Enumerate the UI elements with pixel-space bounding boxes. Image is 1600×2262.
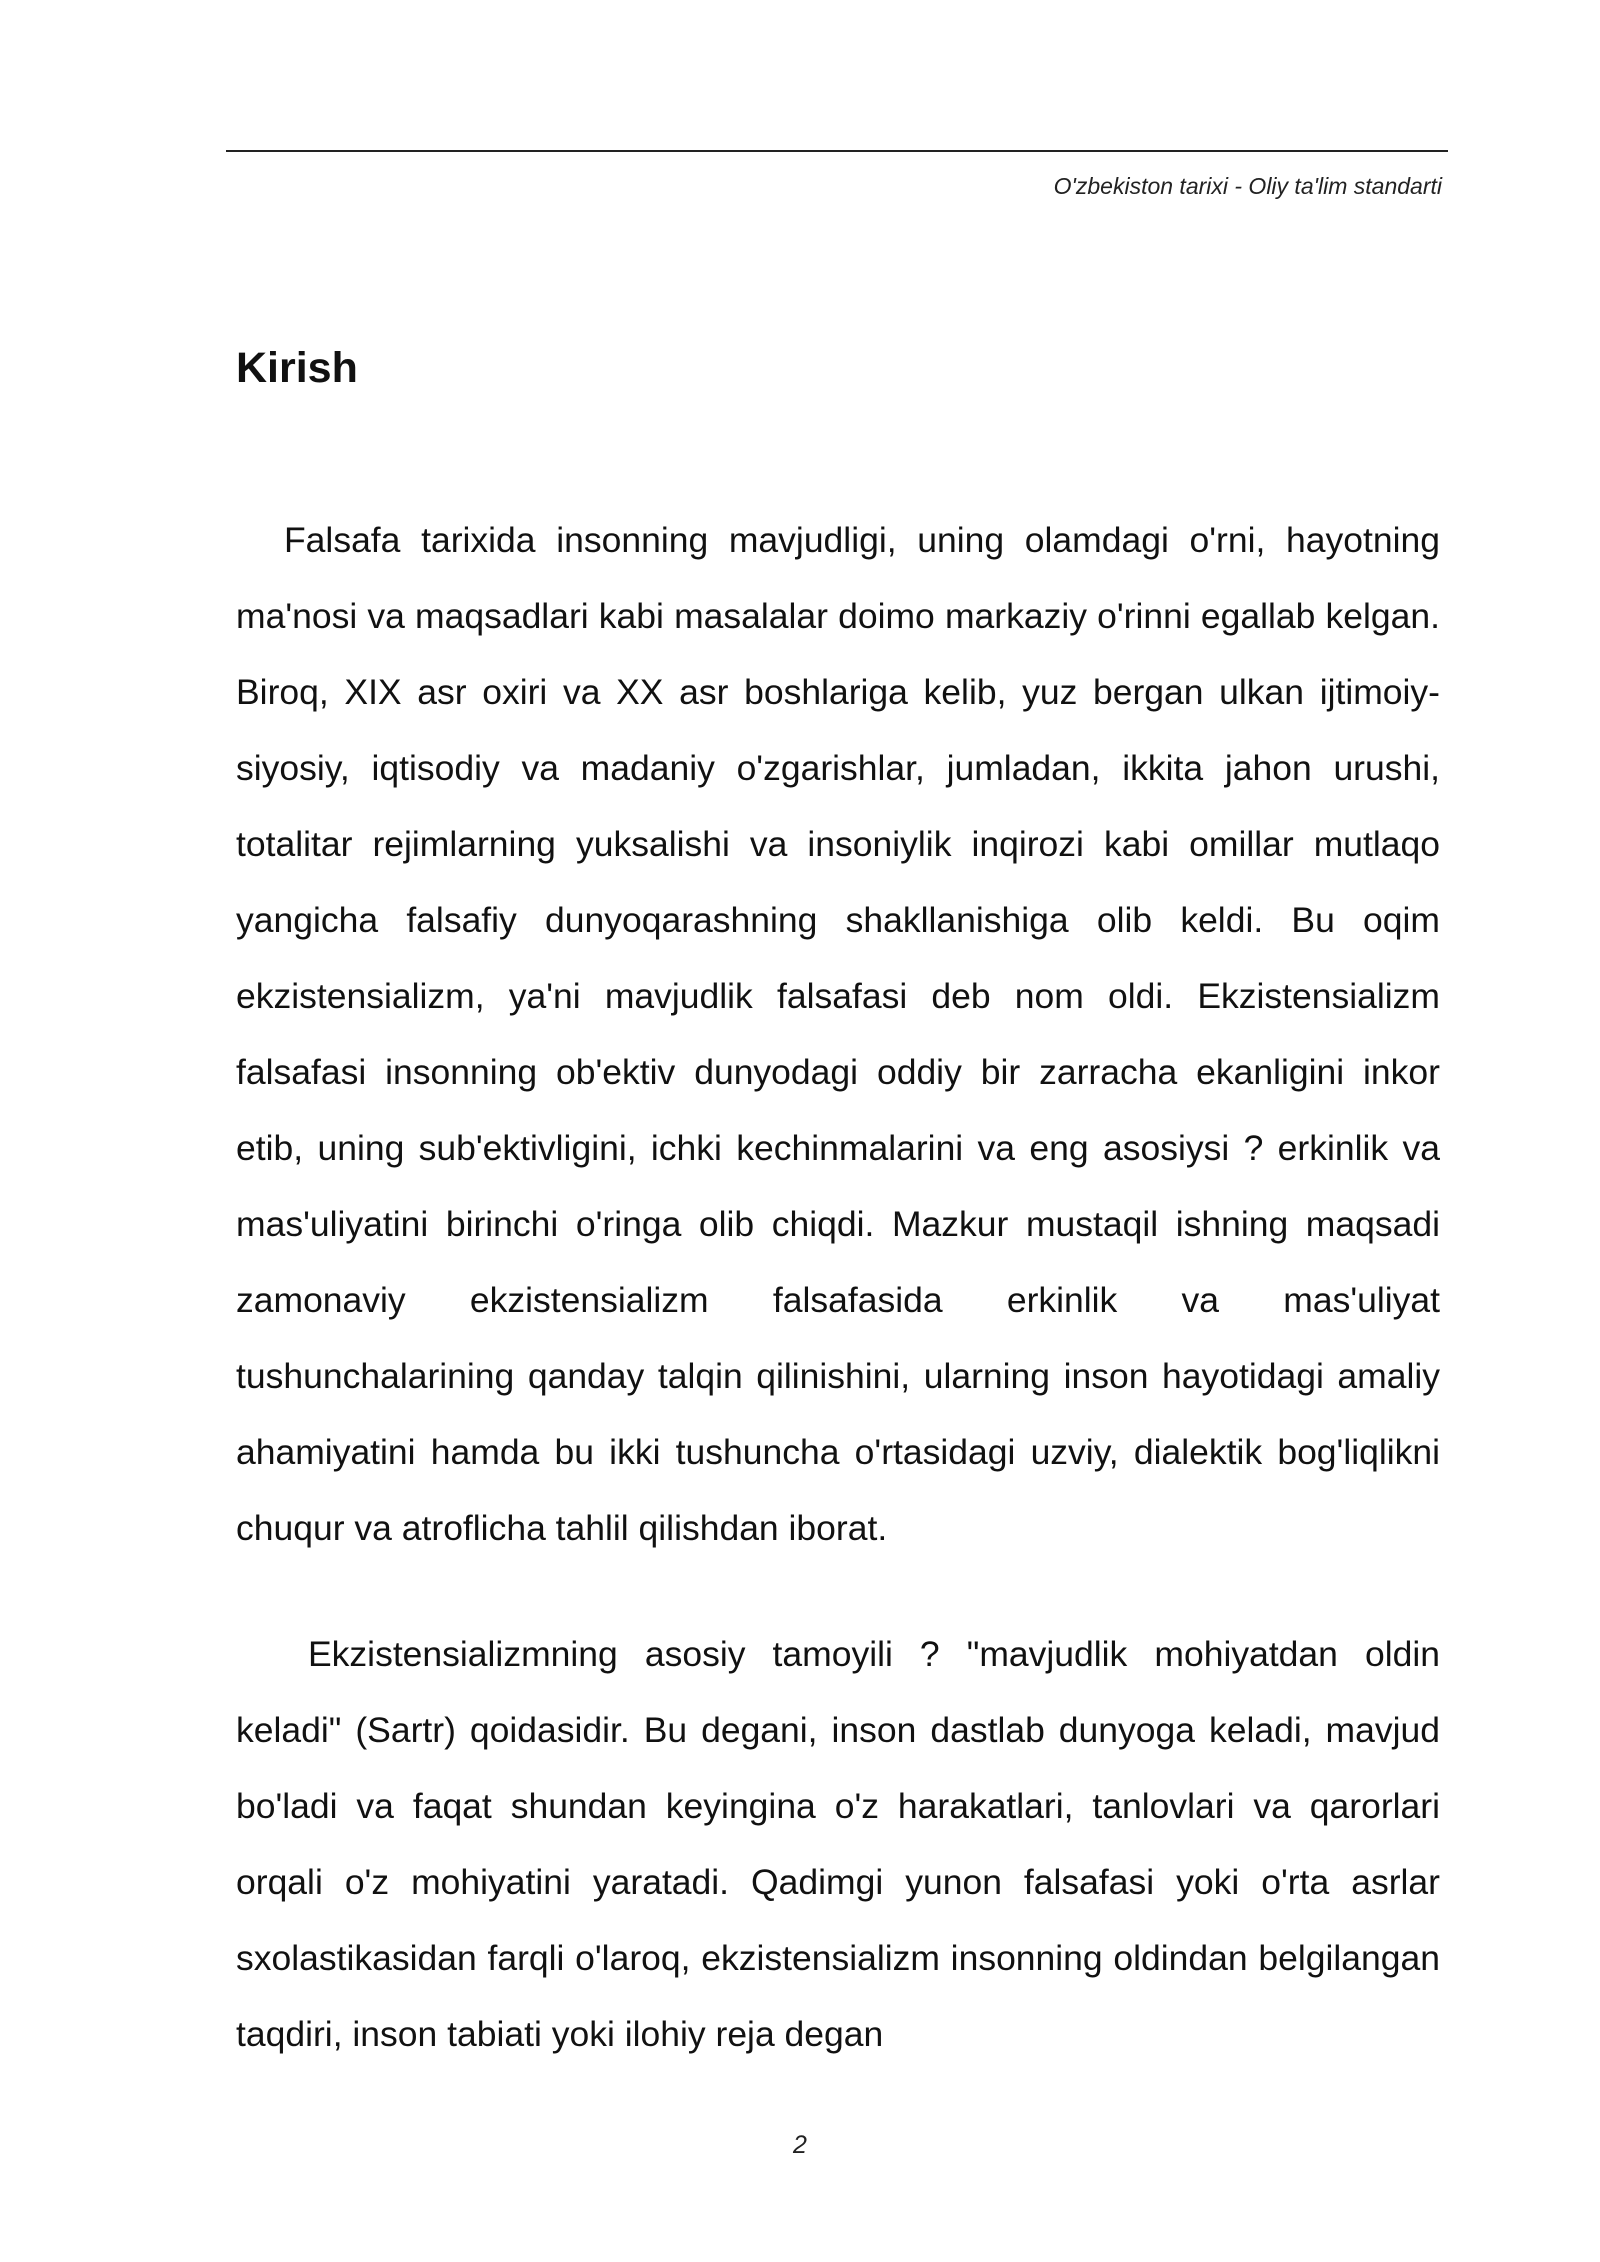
page-number: 2 [793,2131,807,2159]
body-paragraph [236,502,1440,1566]
header-divider [226,150,1448,152]
body-paragraph [236,1616,1440,2072]
paragraph-text: Ekzistensializmning asosiy tamoyili ? "mavjudlik mohiyatdan oldin keladi" (Sartr) qoidasidir. Bu degani, inson dastlab dunyoga keladi, mavjud bo'ladi va faqat shundan keyingina o'z harakatlari, tanlovlari va qarorlari orqali o'z mohiyatini yaratadi. Qadimgi yunon falsafasi yoki o'rta asrlar sxolastikasidan farqli o'laroq, ekzistensializm insonning oldindan belgilangan taqdiri, inson tabiati yoki ilohiy reja degan [236,1634,1440,2054]
section-heading: Kirish [236,344,358,392]
running-header: O'zbekiston tarixi - Oliy ta'lim standarti [1053,173,1442,199]
paragraph-text: Falsafa tarixida insonning mavjudligi, uning olamdagi o'rni, hayotning ma'nosi va maqsadlari kabi masalalar doimo markaziy o'rinni egallab kelgan. Biroq, XIX asr oxiri va XX asr boshlariga kelib, yuz bergan ulkan ijtimoiy-siyosiy, iqtisodiy va madaniy o'zgarishlar, jumladan, ikkita jahon urushi, totalitar rejimlarning yuksalishi va insoniylik inqirozi kabi omillar mutlaqo yangicha falsafiy dunyoqarashning shakllanishiga olib keldi. Bu oqim ekzistensializm, ya'ni mavjudlik falsafasi deb nom oldi. Ekzistensializm falsafasi insonning ob'ektiv dunyodagi oddiy bir zarracha ekanligini inkor etib, uning sub'ektivligini, ichki kechinmalarini va eng asosiysi ? erkinlik va mas'uliyatini birinchi o'ringa olib chiqdi. Mazkur mustaqil ishning maqsadi zamonaviy ekzistensializm falsafasida erkinlik va mas'uliyat tushunchalarining qanday talqin qilinishini, ularning inson hayotidagi amaliy ahamiyatini hamda bu ikki tushuncha o'rtasidagi uzviy, dialektik bog'liqlikni chuqur va atroflicha tahlil qilishdan iborat. [236,520,1440,1548]
